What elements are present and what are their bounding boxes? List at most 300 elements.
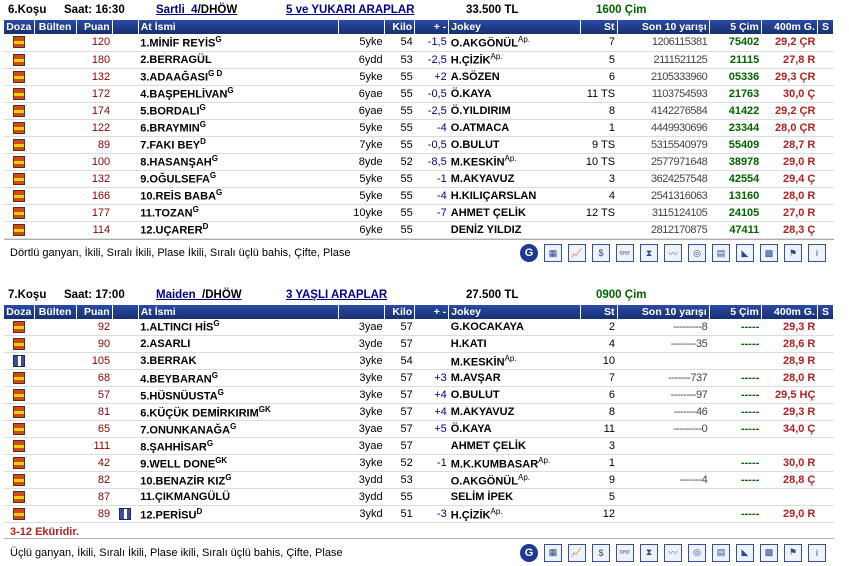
doza-cell[interactable]: [4, 170, 34, 187]
silk-icon: [13, 88, 25, 100]
horse-name-cell[interactable]: 9.WELL $DONE^{GK}$: [138, 455, 338, 472]
doza-cell[interactable]: [4, 136, 34, 153]
doza-cell[interactable]: [4, 455, 34, 472]
horse-name-cell[interactable]: $4.BEYBARAN^G$: [138, 370, 338, 387]
race-header: [4, 285, 834, 305]
bulten-cell[interactable]: [34, 506, 76, 523]
jockey-cell[interactable]: $O.AKGÖNÜL^{Ap.}$: [449, 472, 581, 489]
speed-400m-cell: 27,8 R: [761, 51, 817, 68]
doza-cell[interactable]: [4, 51, 34, 68]
th-5cim[interactable]: 5 Çim: [709, 305, 761, 319]
horse-name-cell[interactable]: $5.HÜSNÜUSTA^G$: [138, 387, 338, 404]
horse-age-cell: 3yae: [339, 319, 385, 336]
puan-cell: 89: [76, 506, 112, 523]
s-cell: [817, 455, 833, 472]
speed-400m-cell: 29,2 ÇR: [761, 34, 817, 51]
jockey-cell[interactable]: O.ATMACA: [449, 119, 581, 136]
table-row[interactable]: [4, 204, 834, 221]
table-row[interactable]: [4, 51, 834, 68]
last10-cell: 1103754593: [617, 85, 709, 102]
doza-cell[interactable]: [4, 204, 34, 221]
table-row[interactable]: [4, 353, 834, 370]
chart-icon[interactable]: 📈: [568, 244, 586, 262]
doza-cell[interactable]: [4, 404, 34, 421]
horse-name-cell[interactable]: 2.ASARLI: [138, 336, 338, 353]
silk-cell: [112, 153, 138, 170]
last5-cim-cell: 55409: [709, 136, 761, 153]
table-row[interactable]: [4, 136, 834, 153]
silk-icon: [13, 474, 25, 486]
th-puan[interactable]: Puan: [76, 20, 112, 34]
info-icon[interactable]: i: [808, 544, 826, 562]
silk-icon: [13, 207, 25, 219]
speed-400m-cell: 30,0 Ç: [761, 85, 817, 102]
horse-name-cell[interactable]: 1.ALTINCI $HİS^G$: [138, 319, 338, 336]
jockey-cell[interactable]: H.KATI: [449, 336, 581, 353]
jockey-cell[interactable]: $M.K.KUMBASAR^{Ap.}$: [449, 455, 581, 472]
jockey-cell[interactable]: AHMET ÇELİK: [449, 438, 581, 455]
bulten-cell[interactable]: [34, 370, 76, 387]
silk-cell: [112, 421, 138, 438]
puan-cell: 92: [76, 319, 112, 336]
horse-name-cell[interactable]: 11.ÇIKMANGÜLÜ: [138, 489, 338, 506]
doza-cell[interactable]: [4, 438, 34, 455]
jockey-cell[interactable]: M.AVŞAR: [449, 370, 581, 387]
weight-cell: 53: [385, 472, 415, 489]
last5-cim-cell: [709, 489, 761, 506]
bulten-cell[interactable]: [34, 336, 76, 353]
doza-cell[interactable]: [4, 472, 34, 489]
bulten-cell[interactable]: [34, 102, 76, 119]
weight-delta-cell: +5: [415, 421, 449, 438]
weight-cell: 55: [385, 187, 415, 204]
last10-cell: ---------0: [617, 421, 709, 438]
start-cell: 5: [581, 489, 617, 506]
weight-cell: 57: [385, 438, 415, 455]
horse-age-cell: 5yke: [339, 119, 385, 136]
weight-cell: 55: [385, 136, 415, 153]
bulten-cell[interactable]: [34, 136, 76, 153]
speed-400m-cell: 28,8 Ç: [761, 472, 817, 489]
table-row[interactable]: [4, 68, 834, 85]
horse-name-cell[interactable]: $11.TOZAN^G$: [138, 204, 338, 221]
dollar-icon[interactable]: $: [592, 544, 610, 562]
th-plusminus[interactable]: + -: [415, 20, 449, 34]
th-kilo[interactable]: Kilo: [385, 305, 415, 319]
th-s[interactable]: S: [817, 20, 833, 34]
last10-cell: 4142276584: [617, 102, 709, 119]
race-block: [4, 285, 834, 566]
bulten-cell[interactable]: [34, 51, 76, 68]
horse-age-cell: 6yae: [339, 85, 385, 102]
doza-cell[interactable]: [4, 153, 34, 170]
last10-cell: --------35: [617, 336, 709, 353]
horse-age-cell: 5yke: [339, 187, 385, 204]
last10-cell: 5315540979: [617, 136, 709, 153]
speed-400m-cell: 28,0 R: [761, 370, 817, 387]
table-row[interactable]: [4, 336, 834, 353]
horse-name-cell[interactable]: $7.ONUNKANAĞA^G$: [138, 421, 338, 438]
bulten-cell[interactable]: [34, 404, 76, 421]
doza-cell[interactable]: [4, 489, 34, 506]
table-row[interactable]: [4, 153, 834, 170]
table-row[interactable]: [4, 34, 834, 51]
clock-icon[interactable]: ◎: [688, 544, 706, 562]
bulten-cell[interactable]: [34, 187, 76, 204]
s-cell: [817, 421, 833, 438]
th-at-ismi[interactable]: At İsmi: [138, 305, 338, 319]
last10-cell: 1206115381: [617, 34, 709, 51]
s-cell: [817, 204, 833, 221]
jockey-cell[interactable]: M.AKYAVUZ: [449, 404, 581, 421]
horse-name-cell[interactable]: $5.BORDALI^G$: [138, 102, 338, 119]
doza-cell[interactable]: [4, 506, 34, 523]
grid-icon[interactable]: ▦: [544, 544, 562, 562]
puan-cell: 90: [76, 336, 112, 353]
silk-icon: [13, 338, 25, 350]
chart-icon[interactable]: 📈: [568, 544, 586, 562]
last5-cim-cell: [709, 438, 761, 455]
start-cell: 1: [581, 119, 617, 136]
trend-icon[interactable]: 〰: [664, 544, 682, 562]
th-at-ismi[interactable]: At İsmi: [138, 20, 338, 34]
doza-cell[interactable]: [4, 102, 34, 119]
silk-icon: [13, 440, 25, 452]
start-cell: 1: [581, 455, 617, 472]
weight-cell: 55: [385, 221, 415, 238]
silk-cell: [112, 370, 138, 387]
table-row[interactable]: [4, 421, 834, 438]
weight-delta-cell: [415, 472, 449, 489]
clock-icon[interactable]: ◎: [688, 244, 706, 262]
bulten-cell[interactable]: [34, 85, 76, 102]
people-icon[interactable]: ▩: [760, 544, 778, 562]
jockey-cell[interactable]: AHMET ÇELİK: [449, 204, 581, 221]
doza-cell[interactable]: [4, 34, 34, 51]
binoculars-icon[interactable]: 👓: [616, 244, 634, 262]
weight-delta-cell: -2,5: [415, 102, 449, 119]
puan-cell: 174: [76, 102, 112, 119]
s-cell: [817, 472, 833, 489]
th-son10[interactable]: Son 10 yarışı: [617, 305, 709, 319]
horse-name-cell[interactable]: 10.BENAZİR $KIZ^G$: [138, 472, 338, 489]
table-row[interactable]: [4, 472, 834, 489]
bulten-cell[interactable]: [34, 204, 76, 221]
doza-cell[interactable]: [4, 319, 34, 336]
table-row[interactable]: [4, 170, 834, 187]
last10-cell: [617, 438, 709, 455]
last10-cell: 2541316063: [617, 187, 709, 204]
puan-cell: 114: [76, 221, 112, 238]
weight-cell: 55: [385, 170, 415, 187]
th-s[interactable]: S: [817, 305, 833, 319]
bulten-cell[interactable]: [34, 119, 76, 136]
table-row[interactable]: [4, 85, 834, 102]
last5-cim-cell: -----: [709, 421, 761, 438]
calculator-icon[interactable]: ▤: [712, 544, 730, 562]
weight-delta-cell: -7: [415, 204, 449, 221]
bulten-cell[interactable]: [34, 455, 76, 472]
race-condition-link[interactable]: Sartli_4/DHÖW: [156, 4, 286, 16]
s-cell: [817, 319, 833, 336]
th-doza[interactable]: Doza: [4, 20, 34, 34]
horse-age-cell: 6yke: [339, 221, 385, 238]
globe-icon[interactable]: G: [520, 244, 538, 262]
silk-icon: [13, 423, 25, 435]
th-silk: [112, 305, 138, 319]
silk-cell: [112, 68, 138, 85]
info-icon[interactable]: i: [808, 244, 826, 262]
th-jokey[interactable]: Jokey: [449, 20, 581, 34]
globe-icon[interactable]: G: [520, 544, 538, 562]
th-bulten[interactable]: Bülten: [34, 20, 76, 34]
silk-icon: [13, 508, 25, 520]
last5-cim-cell: -----: [709, 404, 761, 421]
horse-name-cell[interactable]: $4.BAŞPEHLİVAN^G$: [138, 85, 338, 102]
last10-cell: -------46: [617, 404, 709, 421]
horse-name-cell[interactable]: $8.ŞAHHİSAR^G$: [138, 438, 338, 455]
start-cell: 9 TS: [581, 136, 617, 153]
puan-cell: 81: [76, 404, 112, 421]
horse-name-cell[interactable]: 7.FAKI $BEY^D$: [138, 136, 338, 153]
th-5cim[interactable]: 5 Çim: [709, 20, 761, 34]
weight-delta-cell: +4: [415, 387, 449, 404]
flag-icon[interactable]: ⚑: [784, 544, 802, 562]
th-400m[interactable]: 400m G.: [761, 305, 817, 319]
horse-age-cell: 3yae: [339, 421, 385, 438]
horse-name-cell[interactable]: $3.ADAAĞASI^{G D}$: [138, 68, 338, 85]
start-cell: 10 TS: [581, 153, 617, 170]
weight-delta-cell: +3: [415, 370, 449, 387]
people-icon[interactable]: ▩: [760, 244, 778, 262]
section-gap: [0, 267, 849, 285]
start-cell: 5: [581, 51, 617, 68]
doza-cell[interactable]: [4, 353, 34, 370]
weight-cell: 57: [385, 387, 415, 404]
silk-icon: [13, 355, 25, 367]
flag-icon[interactable]: ⚑: [784, 244, 802, 262]
last5-cim-cell: -----: [709, 506, 761, 523]
bulten-cell[interactable]: [34, 472, 76, 489]
bulten-cell[interactable]: [34, 221, 76, 238]
race-footer: [4, 239, 834, 267]
table-row[interactable]: [4, 387, 834, 404]
race-group-link[interactable]: 3 YAŞLI ARAPLAR: [286, 289, 466, 301]
horse-name-cell[interactable]: $9.OĞULSEFA^G$: [138, 170, 338, 187]
horse-age-cell: 3yae: [339, 438, 385, 455]
horse-name-cell[interactable]: 1.MİNİF $REYİS^G$: [138, 34, 338, 51]
table-row[interactable]: [4, 319, 834, 336]
bulten-cell[interactable]: [34, 387, 76, 404]
s-cell: [817, 489, 833, 506]
horse-name-cell[interactable]: $12.UÇARER^D$: [138, 221, 338, 238]
s-cell: [817, 170, 833, 187]
s-cell: [817, 438, 833, 455]
dollar-icon[interactable]: $: [592, 244, 610, 262]
bulten-cell[interactable]: [34, 34, 76, 51]
jockey-cell[interactable]: G.KOCAKAYA: [449, 319, 581, 336]
bulten-cell[interactable]: [34, 68, 76, 85]
weight-delta-cell: [415, 353, 449, 370]
silk-cell: [112, 506, 138, 523]
jockey-cell[interactable]: H.KILIÇARSLAN: [449, 187, 581, 204]
weight-cell: 57: [385, 421, 415, 438]
jockey-cell[interactable]: O.BULUT: [449, 387, 581, 404]
weight-cell: 54: [385, 34, 415, 51]
weight-cell: 57: [385, 370, 415, 387]
horse-name-cell[interactable]: 2.BERRAGÜL: [138, 51, 338, 68]
weight-cell: 51: [385, 506, 415, 523]
weight-cell: 55: [385, 102, 415, 119]
table-row[interactable]: [4, 119, 834, 136]
th-age: [339, 20, 385, 34]
s-cell: [817, 404, 833, 421]
bulten-cell[interactable]: [34, 353, 76, 370]
start-cell: 2: [581, 319, 617, 336]
race-condition-link[interactable]: Maiden_/DHÖW: [156, 289, 286, 301]
track-icon[interactable]: ◣: [736, 544, 754, 562]
doza-cell[interactable]: [4, 119, 34, 136]
jockey-cell[interactable]: $H.ÇİZİK^{Ap.}$: [449, 506, 581, 523]
doza-cell[interactable]: [4, 387, 34, 404]
speed-400m-cell: 34,0 Ç: [761, 421, 817, 438]
bulten-cell[interactable]: [34, 421, 76, 438]
bulten-cell[interactable]: [34, 438, 76, 455]
jockey-cell[interactable]: $M.KESKİN^{Ap.}$: [449, 353, 581, 370]
hourglass-icon[interactable]: ⧗: [640, 244, 658, 262]
start-cell: 3: [581, 438, 617, 455]
weight-cell: 55: [385, 68, 415, 85]
th-st[interactable]: St: [581, 20, 617, 34]
horse-name-cell[interactable]: 6.KÜÇÜK $DEMİRKIRIM^{GK}$: [138, 404, 338, 421]
speed-400m-cell: 29,5 HÇ: [761, 387, 817, 404]
doza-cell[interactable]: [4, 68, 34, 85]
binoculars-icon[interactable]: 👓: [616, 544, 634, 562]
th-kilo[interactable]: Kilo: [385, 20, 415, 34]
horse-name-cell[interactable]: $6.BRAYMIN^G$: [138, 119, 338, 136]
doza-cell[interactable]: [4, 421, 34, 438]
horse-name-cell[interactable]: 3.BERRAK: [138, 353, 338, 370]
bulten-cell[interactable]: [34, 489, 76, 506]
start-cell: 9: [581, 472, 617, 489]
doza-cell[interactable]: [4, 221, 34, 238]
last5-cim-cell: -----: [709, 472, 761, 489]
race-table: [4, 305, 834, 524]
silk-cell: [112, 187, 138, 204]
last5-cim-cell: 75402: [709, 34, 761, 51]
bet-types-text: Üçlü ganyan, İkili, Sıralı İkili, Plase ikili, Sıralı üçlü bahis, Çifte, Plase: [10, 547, 520, 559]
jockey-cell[interactable]: M.AKYAVUZ: [449, 170, 581, 187]
doza-cell[interactable]: [4, 336, 34, 353]
jockey-cell[interactable]: $H.ÇİZİK^{Ap.}$: [449, 51, 581, 68]
last5-cim-cell: 42554: [709, 170, 761, 187]
doza-cell[interactable]: [4, 370, 34, 387]
silk-cell: [112, 353, 138, 370]
jockey-cell[interactable]: DENİZ YILDIZ: [449, 221, 581, 238]
weight-delta-cell: +4: [415, 404, 449, 421]
last5-cim-cell: 23344: [709, 119, 761, 136]
table-row[interactable]: [4, 221, 834, 238]
th-son10[interactable]: Son 10 yarışı: [617, 20, 709, 34]
th-jokey[interactable]: Jokey: [449, 305, 581, 319]
race-table: [4, 20, 834, 239]
table-row[interactable]: [4, 506, 834, 523]
bulten-cell[interactable]: [34, 170, 76, 187]
th-doza[interactable]: Doza: [4, 305, 34, 319]
start-cell: 11 TS: [581, 85, 617, 102]
jockey-cell[interactable]: A.SÖZEN: [449, 68, 581, 85]
table-row[interactable]: [4, 370, 834, 387]
s-cell: [817, 68, 833, 85]
silk-icon: [13, 389, 25, 401]
th-plusminus[interactable]: + -: [415, 305, 449, 319]
last10-cell: 2577971648: [617, 153, 709, 170]
calculator-icon[interactable]: ▤: [712, 244, 730, 262]
silk-icon: [13, 457, 25, 469]
silk-cell: [112, 85, 138, 102]
horse-name-cell[interactable]: $8.HASANŞAH^G$: [138, 153, 338, 170]
track-icon[interactable]: ◣: [736, 244, 754, 262]
horse-age-cell: 8yde: [339, 153, 385, 170]
race-header: [4, 0, 834, 20]
grid-icon[interactable]: ▦: [544, 244, 562, 262]
weight-cell: 57: [385, 336, 415, 353]
hourglass-icon[interactable]: ⧗: [640, 544, 658, 562]
horse-name-cell[interactable]: 10.REİS $BABA^G$: [138, 187, 338, 204]
table-row[interactable]: [4, 455, 834, 472]
th-400m[interactable]: 400m G.: [761, 20, 817, 34]
table-row[interactable]: [4, 489, 834, 506]
jockey-cell[interactable]: $O.AKGÖNÜL^{Ap.}$: [449, 34, 581, 51]
table-row[interactable]: [4, 438, 834, 455]
trend-icon[interactable]: 〰: [664, 244, 682, 262]
jockey-cell[interactable]: Ö.KAYA: [449, 421, 581, 438]
s-cell: [817, 336, 833, 353]
weight-delta-cell: [415, 221, 449, 238]
jockey-cell[interactable]: Ö.KAYA: [449, 85, 581, 102]
th-puan[interactable]: Puan: [76, 305, 112, 319]
jockey-cell[interactable]: $M.KESKİN^{Ap.}$: [449, 153, 581, 170]
weight-cell: 57: [385, 319, 415, 336]
weight-delta-cell: -1,5: [415, 34, 449, 51]
silk-cell: [112, 119, 138, 136]
jockey-cell[interactable]: O.BULUT: [449, 136, 581, 153]
silk-cell: [112, 136, 138, 153]
horse-name-cell[interactable]: $12.PERİSU^D$: [138, 506, 338, 523]
s-cell: [817, 85, 833, 102]
last10-cell: -------737: [617, 370, 709, 387]
race-group-link[interactable]: 5 ve YUKARI ARAPLAR: [286, 4, 466, 16]
doza-cell[interactable]: [4, 85, 34, 102]
doza-cell[interactable]: [4, 187, 34, 204]
jockey-cell[interactable]: Ö.YILDIRIM: [449, 102, 581, 119]
table-row[interactable]: [4, 102, 834, 119]
bulten-cell[interactable]: [34, 319, 76, 336]
puan-cell: 82: [76, 472, 112, 489]
silk-cell: [112, 489, 138, 506]
s-cell: [817, 34, 833, 51]
th-st[interactable]: St: [581, 305, 617, 319]
table-row[interactable]: [4, 404, 834, 421]
silk-icon: [13, 406, 25, 418]
weight-delta-cell: [415, 438, 449, 455]
table-row[interactable]: [4, 187, 834, 204]
th-bulten[interactable]: Bülten: [34, 305, 76, 319]
jockey-cell[interactable]: SELİM İPEK: [449, 489, 581, 506]
silk-icon: [13, 122, 25, 134]
bulten-cell[interactable]: [34, 153, 76, 170]
s-cell: [817, 370, 833, 387]
